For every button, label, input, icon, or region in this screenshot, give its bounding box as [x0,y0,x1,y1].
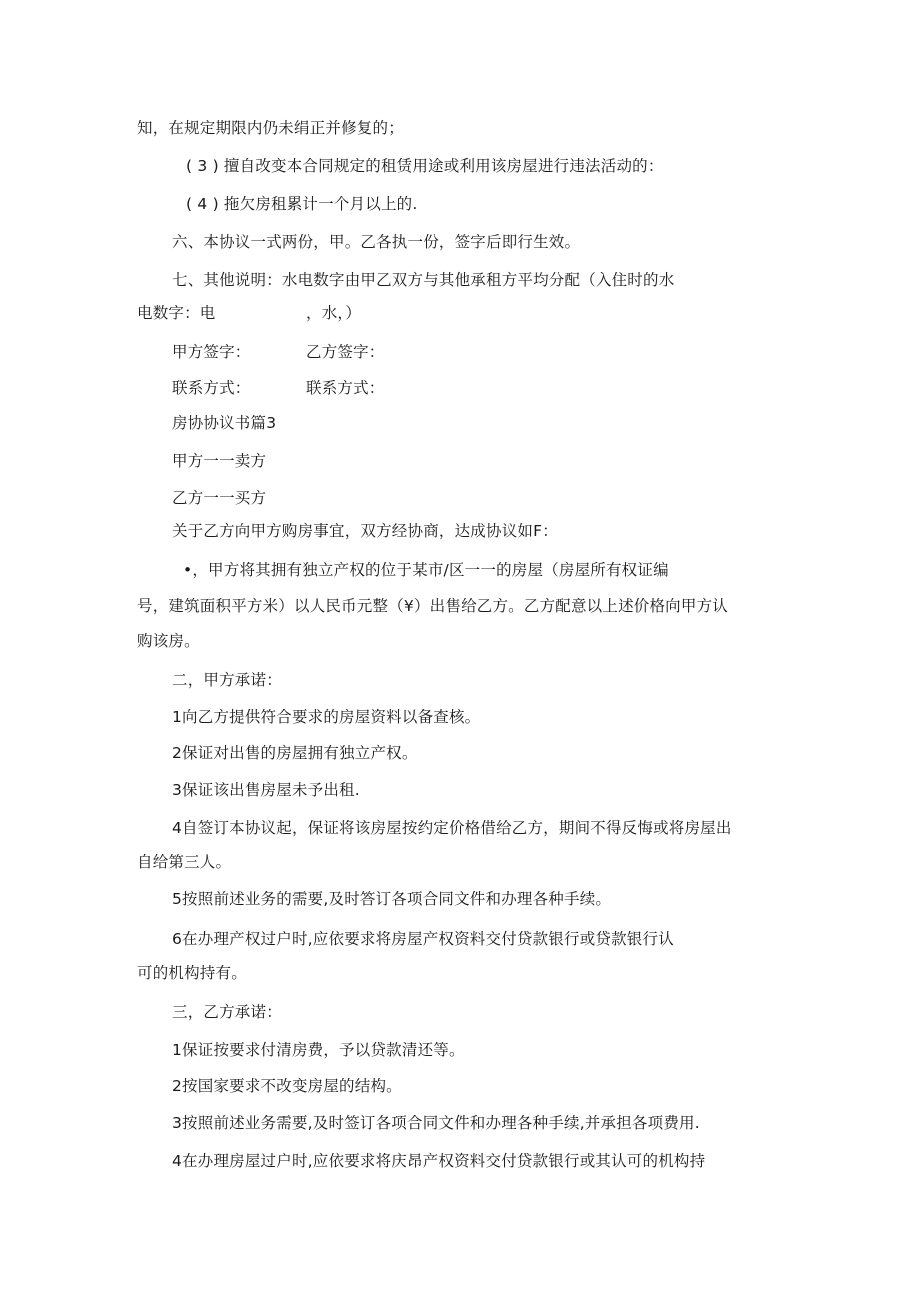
text-line: 知，在规定期限内仍未绢正并修复的； [137,119,404,137]
list-item: 4在办理房屋过户时,应依要求将庆昂产权资料交付贷款银行或其认可的机构持 [172,1152,706,1170]
list-item: 5按照前述业务的需要,及时答订各项合同文件和办理各种手续。 [172,890,612,908]
text-line: 可的机构持有。 [137,964,247,982]
list-item: 3按照前述业务需要,及时签订各项合同文件和办理各种手续,并承担各项费用. [172,1114,700,1132]
party-a-contact-label: 联系方式： [172,379,251,397]
text-line: 自给第三人。 [137,853,232,871]
text-line: ，水，） [306,304,362,322]
list-item: 2保证对出售的房屋拥有独立产权。 [172,744,418,762]
section-heading: 二，甲方承诺： [172,671,282,689]
party-a-line: 甲方一一卖方 [172,452,267,470]
intro-paragraph: 关于乙方向甲方购房事宜，双方经协商，达成协议如F： [172,522,558,540]
party-a-signature-label: 甲方签字： [172,343,251,361]
text-line: 号，建筑面积平方米）以人民币元整（¥）出售给乙方。乙方配意以上述价格向甲方认 [137,597,728,615]
list-item: 1向乙方提供符合要求的房屋资料以备查核。 [172,708,481,726]
list-item: 1保证按要求付清房费，予以贷款清还等。 [172,1041,465,1059]
list-item-3: ( 3 ) 擅自改变本合同规定的租赁用途或利用该房屋进行违法活动的： [186,157,664,175]
list-item: 2按国家要求不改变房屋的结构。 [172,1077,402,1095]
party-b-line: 乙方一一买方 [172,489,267,507]
list-item: 3保证该出售房屋未予出租. [172,781,360,799]
party-b-contact-label: 联系方式： [306,379,385,397]
section-heading: 三，乙方承诺： [172,1003,282,1021]
section-heading: 房协协议书篇3 [172,414,277,432]
clause-one: •，甲方将其拥有独立产权的位于某市/区一一的房屋（房屋所有权证编 [183,561,669,579]
list-item-4: ( 4 ) 拖欠房租累计一个月以上的. [186,195,418,213]
list-item: 6在办理产权过户时,应依要求将房屋产权资料交付贷款银行或贷款银行认 [172,930,674,948]
list-item: 4自签订本协议起，保证将该房屋按约定价格借给乙方，期间不得反悔或将房屋出 [172,819,732,837]
clause-seven: 七、其他说明：水电数字由甲乙双方与其他承租方平均分配（入住时的水 [172,271,675,289]
text-line: 购该房。 [137,632,200,650]
text-line: 电数字：电 [137,304,216,322]
party-b-signature-label: 乙方签字： [306,343,385,361]
clause-six: 六、本协议一式两份，甲。乙各执一份，签字后即行生效。 [172,233,581,251]
